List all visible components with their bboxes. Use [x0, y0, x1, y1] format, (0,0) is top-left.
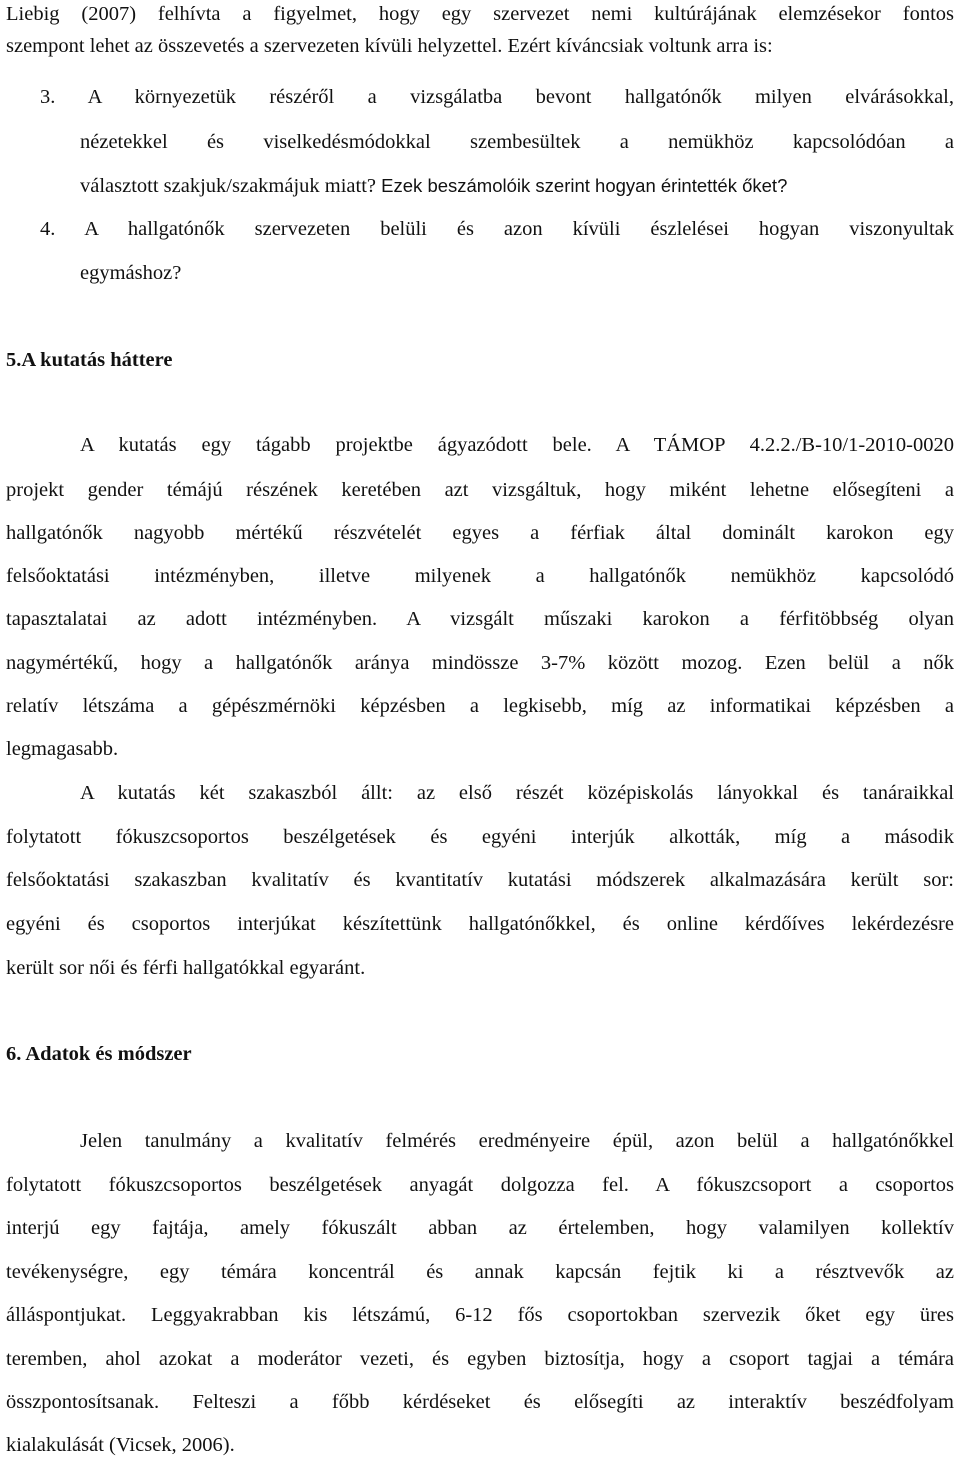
section-6-paragraph-line-2: folytatott fókuszcsoportos beszélgetések anyagát dolgozza fel. A fókuszcsoport a csoportos — [6, 1174, 954, 1196]
section-5-paragraph-2-line-3: felsőoktatási szakaszban kvalitatív és kvantitatív kutatási módszerek alkalmazására került sor: — [6, 869, 954, 891]
question-4-line-1: 4. A hallgatónők szervezeten belüli és azon kívüli észlelései hogyan viszonyultak — [40, 218, 954, 240]
question-3-text-part-1: választott szakjuk/szakmájuk miatt? — [80, 175, 377, 197]
section-6-paragraph-line-4: tevékenységre, egy témára koncentrál és annak kapcsán fejtik ki a résztvevők az — [6, 1261, 954, 1283]
section-6-paragraph-line-6: teremben, ahol azokat a moderátor vezeti, és egyben biztosítja, hogy a csoport tagjai a témára — [6, 1348, 954, 1370]
section-5-paragraph-2-line-4: egyéni és csoportos interjúkat készítettünk hallgatónőkkel, és online kérdőíves lekérdezésre — [6, 913, 954, 935]
question-3-line-3 — [80, 173, 787, 199]
section-6-paragraph-line-8: kialakulását (Vicsek, 2006). — [6, 1434, 235, 1456]
section-6-paragraph-line-1: Jelen tanulmány a kvalitatív felmérés eredményeire épül, azon belül a hallgatónőkkel — [80, 1130, 954, 1152]
paragraph-intro-line-2: szempont lehet az összevetés a szervezeten kívüli helyzettel. Ezért kíváncsiak voltunk arra is: — [6, 35, 773, 57]
section-5-paragraph-1-line-4: felsőoktatási intézményben, illetve milyenek a hallgatónők nemükhöz kapcsolódó — [6, 565, 954, 587]
question-3-text-part-2: Ezek beszámolóik szerint hogyan érintették őket? — [376, 175, 788, 196]
section-6-paragraph-line-5: álláspontjukat. Leggyakrabban kis létszámú, 6-12 fős csoportokban szervezik őket egy üres — [6, 1304, 954, 1326]
section-6-paragraph-line-7: összpontosítsanak. Felteszi a főbb kérdéseket és elősegíti az interaktív beszédfolyam — [6, 1391, 954, 1413]
paragraph-intro-line-1: Liebig (2007) felhívta a figyelmet, hogy egy szervezet nemi kultúrájának elemzésekor fontos — [6, 3, 954, 25]
section-5-paragraph-2-line-1: A kutatás két szakaszból állt: az első részét középiskolás lányokkal és tanáraikkal — [80, 782, 954, 804]
question-4-line-2: egymáshoz? — [80, 262, 182, 284]
section-5-paragraph-2-line-5: került sor női és férfi hallgatókkal egyaránt. — [6, 957, 366, 979]
section-5-heading: 5.A kutatás háttere — [6, 349, 173, 371]
section-6-heading: 6. Adatok és módszer — [6, 1043, 192, 1065]
section-5-paragraph-1-line-5: tapasztalatai az adott intézményben. A vizsgált műszaki karokon a férfitöbbség olyan — [6, 608, 954, 630]
question-3-line-1: 3. A környezetük részéről a vizsgálatba bevont hallgatónők milyen elvárásokkal, — [40, 86, 954, 108]
section-5-paragraph-1-line-3: hallgatónők nagyobb mértékű részvételét egyes a férfiak által dominált karokon egy — [6, 522, 954, 544]
section-6-paragraph-line-3: interjú egy fajtája, amely fókuszált abban az értelemben, hogy valamilyen kollektív — [6, 1217, 954, 1239]
section-5-paragraph-1-line-2: projekt gender témájú részének keretében azt vizsgáltuk, hogy miként lehetne elősegíteni a — [6, 479, 954, 501]
section-5-paragraph-1-line-7: relatív létszáma a gépészmérnöki képzésben a legkisebb, míg az informatikai képzésben a — [6, 695, 954, 717]
section-5-paragraph-1-line-1: A kutatás egy tágabb projektbe ágyazódott bele. A TÁMOP 4.2.2./B-10/1-2010-0020 — [80, 434, 954, 456]
section-5-paragraph-2-line-2: folytatott fókuszcsoportos beszélgetések és egyéni interjúk alkották, míg a második — [6, 826, 954, 848]
section-5-paragraph-1-line-8: legmagasabb. — [6, 738, 119, 760]
section-5-paragraph-1-line-6: nagymértékű, hogy a hallgatónők aránya mindössze 3-7% között mozog. Ezen belül a nők — [6, 652, 954, 674]
question-3-line-2: nézetekkel és viselkedésmódokkal szembesültek a nemükhöz kapcsolódóan a — [80, 131, 954, 153]
